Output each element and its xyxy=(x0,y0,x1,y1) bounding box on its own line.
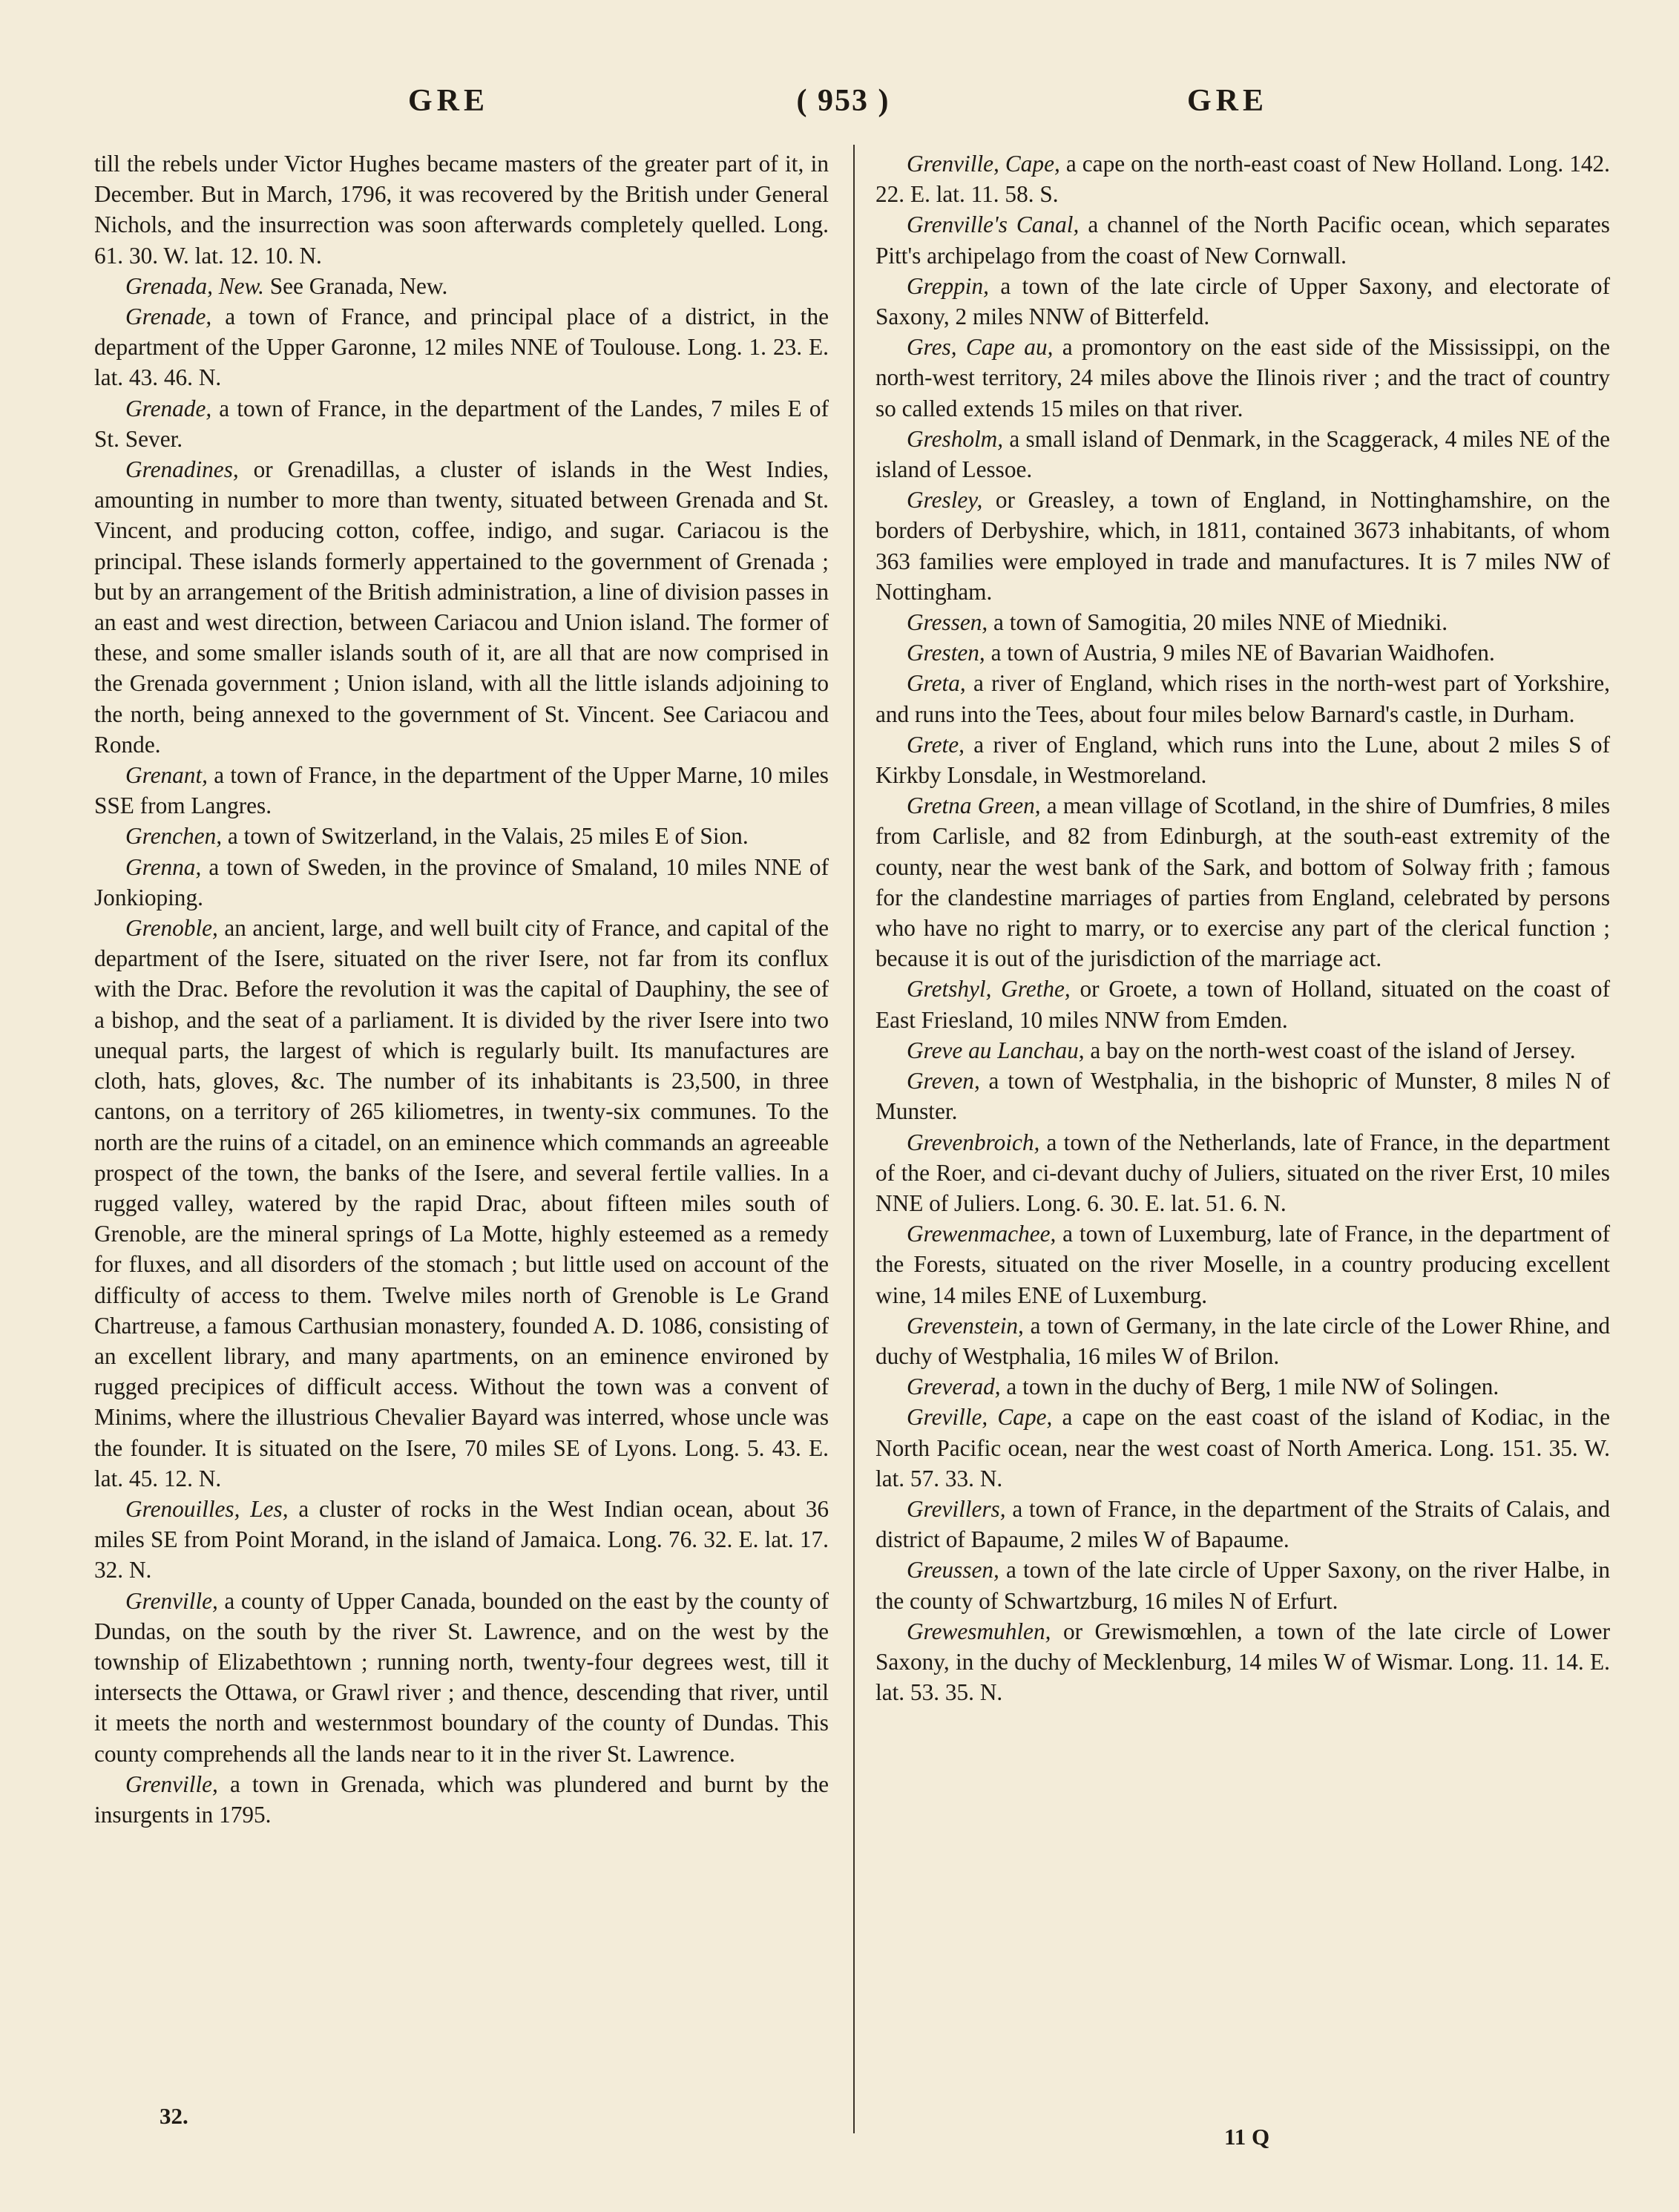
entry-term: Grenna, xyxy=(125,853,202,880)
entry-term: Greve au Lanchau, xyxy=(907,1037,1085,1063)
gazetteer-entry xyxy=(94,852,829,913)
gazetteer-entry xyxy=(875,485,1610,607)
entry-text: a town of Sweden, in the province of Smaland, 10 miles NNE of Jonkioping. xyxy=(94,853,829,910)
entry-term: Gresten, xyxy=(907,640,985,666)
entry-text: till the rebels under Victor Hughes became masters of the greater part of it, in December. But in March, 1796, it was recovered by the British under General Nichols, and the insurrection was soon afterwards completely quelled. Long. 61. 30. W. lat. 12. 10. N. xyxy=(94,151,829,269)
gazetteer-entry xyxy=(875,1494,1610,1555)
header-right-word: GRE xyxy=(1187,84,1269,118)
gazetteer-entry xyxy=(875,424,1610,485)
entry-text: or Grenadillas, a cluster of islands in the West Indies, amounting in number to more than twenty, situated between Grenada and St. Vincent, and producing cotton, coffee, indigo, and sugar. Cariacou is the principal. These islands formerly appertained to the government of Grenada ; but by an arrangement of the British administration, a line of division passes in an east and west direction, between Cariacou and Union island. The former of these, and some smaller islands south of it, are all that are now comprised in the Grenada government ; Union island, with all the little islands adjoining to the north, being annexed to the government of St. Vincent. See Cariacou and Ronde. xyxy=(94,456,829,758)
entry-text: a town of France, and principal place of a district, in the department of the Upper Garonne, 12 miles NNE of Toulouse. Long. 1. 23. E. lat. 43. 46. N. xyxy=(94,303,829,391)
entry-term: Grewenmachee, xyxy=(907,1221,1057,1247)
entry-text: a river of England, which runs into the Lune, about 2 miles S of Kirkby Lonsdale, in Westmoreland. xyxy=(875,731,1610,789)
entry-term: Grenade, xyxy=(125,303,212,330)
page-number: ( 953 ) xyxy=(796,84,890,118)
gazetteer-entry xyxy=(875,790,1610,974)
entry-text: See Granada, New. xyxy=(263,272,448,299)
entry-term: Grevenbroich, xyxy=(907,1129,1040,1155)
entry-term: Grenchen, xyxy=(125,823,223,850)
entry-text: a town of the late circle of Upper Saxony, and electorate of Saxony, 2 miles NNW of Bitterfeld. xyxy=(875,272,1610,330)
entry-term: Gres, Cape au, xyxy=(907,334,1054,361)
header-left-word: GRE xyxy=(408,84,490,118)
entry-text: a mean village of Scotland, in the shire of Dumfries, 8 miles from Carlisle, and 82 from Edinburgh, at the south-east extremity of the county, near the west bank of the Sark, and bottom of Solway frith ; famous for the clandestine marriages of parties from England, celebrated by persons who have no right to marry, or to exercise any part of the clerical function ; because it is out of the jurisdiction of the marriage act. xyxy=(875,792,1610,972)
entry-term: Grete, xyxy=(907,731,965,758)
entry-term: Greville, Cape, xyxy=(907,1404,1053,1431)
gazetteer-entry xyxy=(94,148,829,271)
gazetteer-entry xyxy=(875,668,1610,729)
entry-text: a town of France, in the department of the Landes, 7 miles E of St. Sever. xyxy=(94,395,829,452)
gazetteer-entry xyxy=(94,760,829,821)
gazetteer-entry xyxy=(875,148,1610,209)
entry-term: Grenoble, xyxy=(125,915,218,942)
entry-text: a town in Grenada, which was plundered and burnt by the insurgents in 1795. xyxy=(94,1770,829,1828)
running-header xyxy=(89,83,1597,128)
entry-text: a town of Samogitia, 20 miles NNE of Miedniki. xyxy=(988,609,1448,636)
gazetteer-entry xyxy=(94,821,829,851)
gazetteer-entry xyxy=(875,1616,1610,1708)
entry-text: a bay on the north-west coast of the island of Jersey. xyxy=(1084,1037,1576,1063)
gazetteer-entry xyxy=(875,1402,1610,1494)
entry-text: a town of the Netherlands, late of France, in the department of the Roer, and ci-devant duchy of Juliers, situated on the river Erst, 10 miles NNE of Juliers. Long. 6. 30. E. lat. 51. 6. N. xyxy=(875,1129,1610,1216)
entry-text: a town in the duchy of Berg, 1 mile NW of Solingen. xyxy=(1000,1374,1499,1400)
entry-text: a town of Germany, in the late circle of the Lower Rhine, and duchy of Westphalia, 16 miles W of Brilon. xyxy=(875,1312,1610,1369)
gazetteer-entry xyxy=(94,301,829,393)
gazetteer-entry xyxy=(875,1371,1610,1402)
entry-text: a channel of the North Pacific ocean, which separates Pitt's archipelago from the coast of New Cornwall. xyxy=(875,211,1610,269)
entry-term: Gresley, xyxy=(907,487,983,513)
gazetteer-entry xyxy=(94,1586,829,1769)
entry-text: a promontory on the east side of the Mississippi, on the north-west territory, 24 miles above the Ilinois river ; and the tract of country so called extends 15 miles on that river. xyxy=(875,334,1610,421)
entry-term: Grewesmuhlen, xyxy=(907,1618,1051,1644)
entry-text: a cape on the east coast of the island of Kodiac, in the North Pacific ocean, near the west coast of North America. Long. 151. 35. W. lat. 57. 33. N. xyxy=(875,1404,1610,1491)
entry-term: Greppin, xyxy=(907,272,989,299)
entry-term: Greta, xyxy=(907,670,966,697)
entry-term: Gresholm, xyxy=(907,425,1004,452)
entry-term: Grenade, xyxy=(125,395,212,421)
entry-text: a county of Upper Canada, bounded on the east by the county of Dundas, on the south by the river St. Lawrence, and on the west by the township of Elizabethtown ; running north, twenty-four degrees west, till it intersects the Ottawa, or Grawl river ; and thence, descending that river, until it meets the north and westernmost boundary of the county of Dundas. This county comprehends all the lands near to it in the river St. Lawrence. xyxy=(94,1587,829,1767)
entry-term: Grenada, New. xyxy=(125,272,264,299)
entry-term: Grenville's Canal, xyxy=(907,211,1080,238)
entry-term: Greussen, xyxy=(907,1557,999,1583)
gazetteer-entry xyxy=(875,1066,1610,1126)
entry-text: a town of the late circle of Upper Saxony, on the river Halbe, in the county of Schwartzburg, 16 miles N of Erfurt. xyxy=(875,1557,1610,1614)
entry-text: or Groete, a town of Holland, situated on the coast of East Friesland, 10 miles NNW from Emden. xyxy=(875,976,1611,1033)
entry-text: a town of Luxemburg, late of France, in the department of the Forests, situated on the river Moselle, in a country producing excellent wine, 14 miles ENE of Luxemburg. xyxy=(875,1221,1610,1308)
gazetteer-entry xyxy=(875,607,1610,637)
gazetteer-entry xyxy=(875,271,1610,332)
entry-term: Grenadines, xyxy=(125,456,239,483)
entry-text: or Greasley, a town of England, in Nottinghamshire, on the borders of Derbyshire, which, in 1811, contained 3673 inhabitants, of whom 363 families were employed in trade and manufactures. It is 7 miles NW of Nottingham. xyxy=(875,487,1610,605)
entry-term: Grenville, xyxy=(125,1770,218,1797)
entry-term: Greverad, xyxy=(907,1374,1001,1400)
entry-term: Gretna Green, xyxy=(907,792,1041,819)
gazetteer-entry xyxy=(875,332,1610,424)
gazetteer-entry xyxy=(94,1494,829,1586)
column-divider xyxy=(853,145,855,2133)
entry-text: a town of Austria, 9 miles NE of Bavarian Waidhofen. xyxy=(985,640,1495,666)
gazetteer-entry xyxy=(875,729,1610,790)
gazetteer-entry xyxy=(875,209,1610,270)
entry-term: Gretshyl, Grethe, xyxy=(907,976,1071,1002)
signature-mark-left: 32. xyxy=(160,2103,188,2129)
entry-text: a town of Switzerland, in the Valais, 25 miles E of Sion. xyxy=(222,823,749,850)
entry-text: a small island of Denmark, in the Scaggerack, 4 miles NE of the island of Lessoe. xyxy=(875,425,1610,483)
gazetteer-entry xyxy=(94,393,829,454)
gazetteer-entry xyxy=(94,913,829,1494)
gazetteer-entry xyxy=(875,1310,1610,1371)
entry-text: a river of England, which rises in the north-west part of Yorkshire, and runs into the Tees, about four miles below Barnard's castle, in Durham. xyxy=(875,670,1610,727)
right-column xyxy=(875,148,1610,1707)
entry-term: Grevenstein, xyxy=(907,1312,1024,1339)
signature-mark-right: 11 Q xyxy=(1224,2124,1270,2150)
entry-term: Grevillers, xyxy=(907,1495,1006,1522)
gazetteer-entry xyxy=(875,1555,1610,1615)
gazetteer-entry xyxy=(875,637,1610,668)
gazetteer-entry xyxy=(875,1218,1610,1310)
left-column xyxy=(94,148,829,1830)
entry-text: an ancient, large, and well built city of France, and capital of the department of the Isere, situated on the river Isere, not far from its conflux with the Drac. Before the revolution it was the capital of Dauphiny, the see of a bishop, and the seat of a parliament. It is divided by the river Isere into two unequal parts, the largest of which is regularly built. Its manufactures are cloth, hats, gloves, &c. The number of its inhabitants is 23,500, in three cantons, on a territory of 265 kiliometres, in twenty-six communes. To the north are the ruins of a citadel, on an eminence which commands an agreeable prospect of the town, the banks of the Isere, and several fertile vallies. In a rugged valley, watered by the rapid Drac, about fifteen miles south of Grenoble, are the mineral springs of La Motte, highly esteemed as a remedy for fluxes, and all disorders of the stomach ; but little used on account of the difficulty of access to them. Twelve miles north of Grenoble is Le Grand Chartreuse, a famous Carthusian monastery, founded A. D. 1086, consisting of an excellent library, and many apartments, on an eminence environed by rugged precipices of difficult access. Without the town was a convent of Minims, where the illustrious Chevalier Bayard was interred, whose uncle was the founder. It is situated on the Isere, 70 miles SE of Lyons. Long. 5. 43. E. lat. 45. 12. N. xyxy=(94,915,829,1491)
gazetteer-entry xyxy=(875,1127,1610,1219)
entry-text: a town of France, in the department of the Straits of Calais, and district of Bapaume, 2 miles W of Bapaume. xyxy=(875,1495,1610,1553)
entry-text: or Grewismœhlen, a town of the late circle of Lower Saxony, in the duchy of Mecklenburg, 14 miles W of Wismar. Long. 11. 14. E. lat. 53. 35. N. xyxy=(875,1618,1610,1706)
entry-text: a town of Westphalia, in the bishopric of Munster, 8 miles N of Munster. xyxy=(875,1068,1610,1125)
gazetteer-entry xyxy=(94,1769,829,1830)
entry-term: Grenouilles, Les, xyxy=(125,1495,289,1522)
entry-term: Grenville, Cape, xyxy=(907,151,1060,177)
entry-term: Grenant, xyxy=(125,762,208,789)
gazetteer-entry xyxy=(875,1035,1610,1066)
entry-term: Greven, xyxy=(907,1068,980,1094)
gazetteer-entry xyxy=(875,974,1610,1034)
gazetteer-entry xyxy=(94,454,829,760)
entry-term: Gressen, xyxy=(907,609,988,636)
entry-text: a cluster of rocks in the West Indian ocean, about 36 miles SE from Point Morand, in the island of Jamaica. Long. 76. 32. E. lat. 17. 32. N. xyxy=(94,1495,829,1583)
entry-text: a cape on the north-east coast of New Holland. Long. 142. 22. E. lat. 11. 58. S. xyxy=(875,151,1611,208)
entry-term: Grenville, xyxy=(125,1587,218,1614)
entry-text: a town of France, in the department of the Upper Marne, 10 miles SSE from Langres. xyxy=(94,762,829,819)
gazetteer-entry xyxy=(94,271,829,301)
